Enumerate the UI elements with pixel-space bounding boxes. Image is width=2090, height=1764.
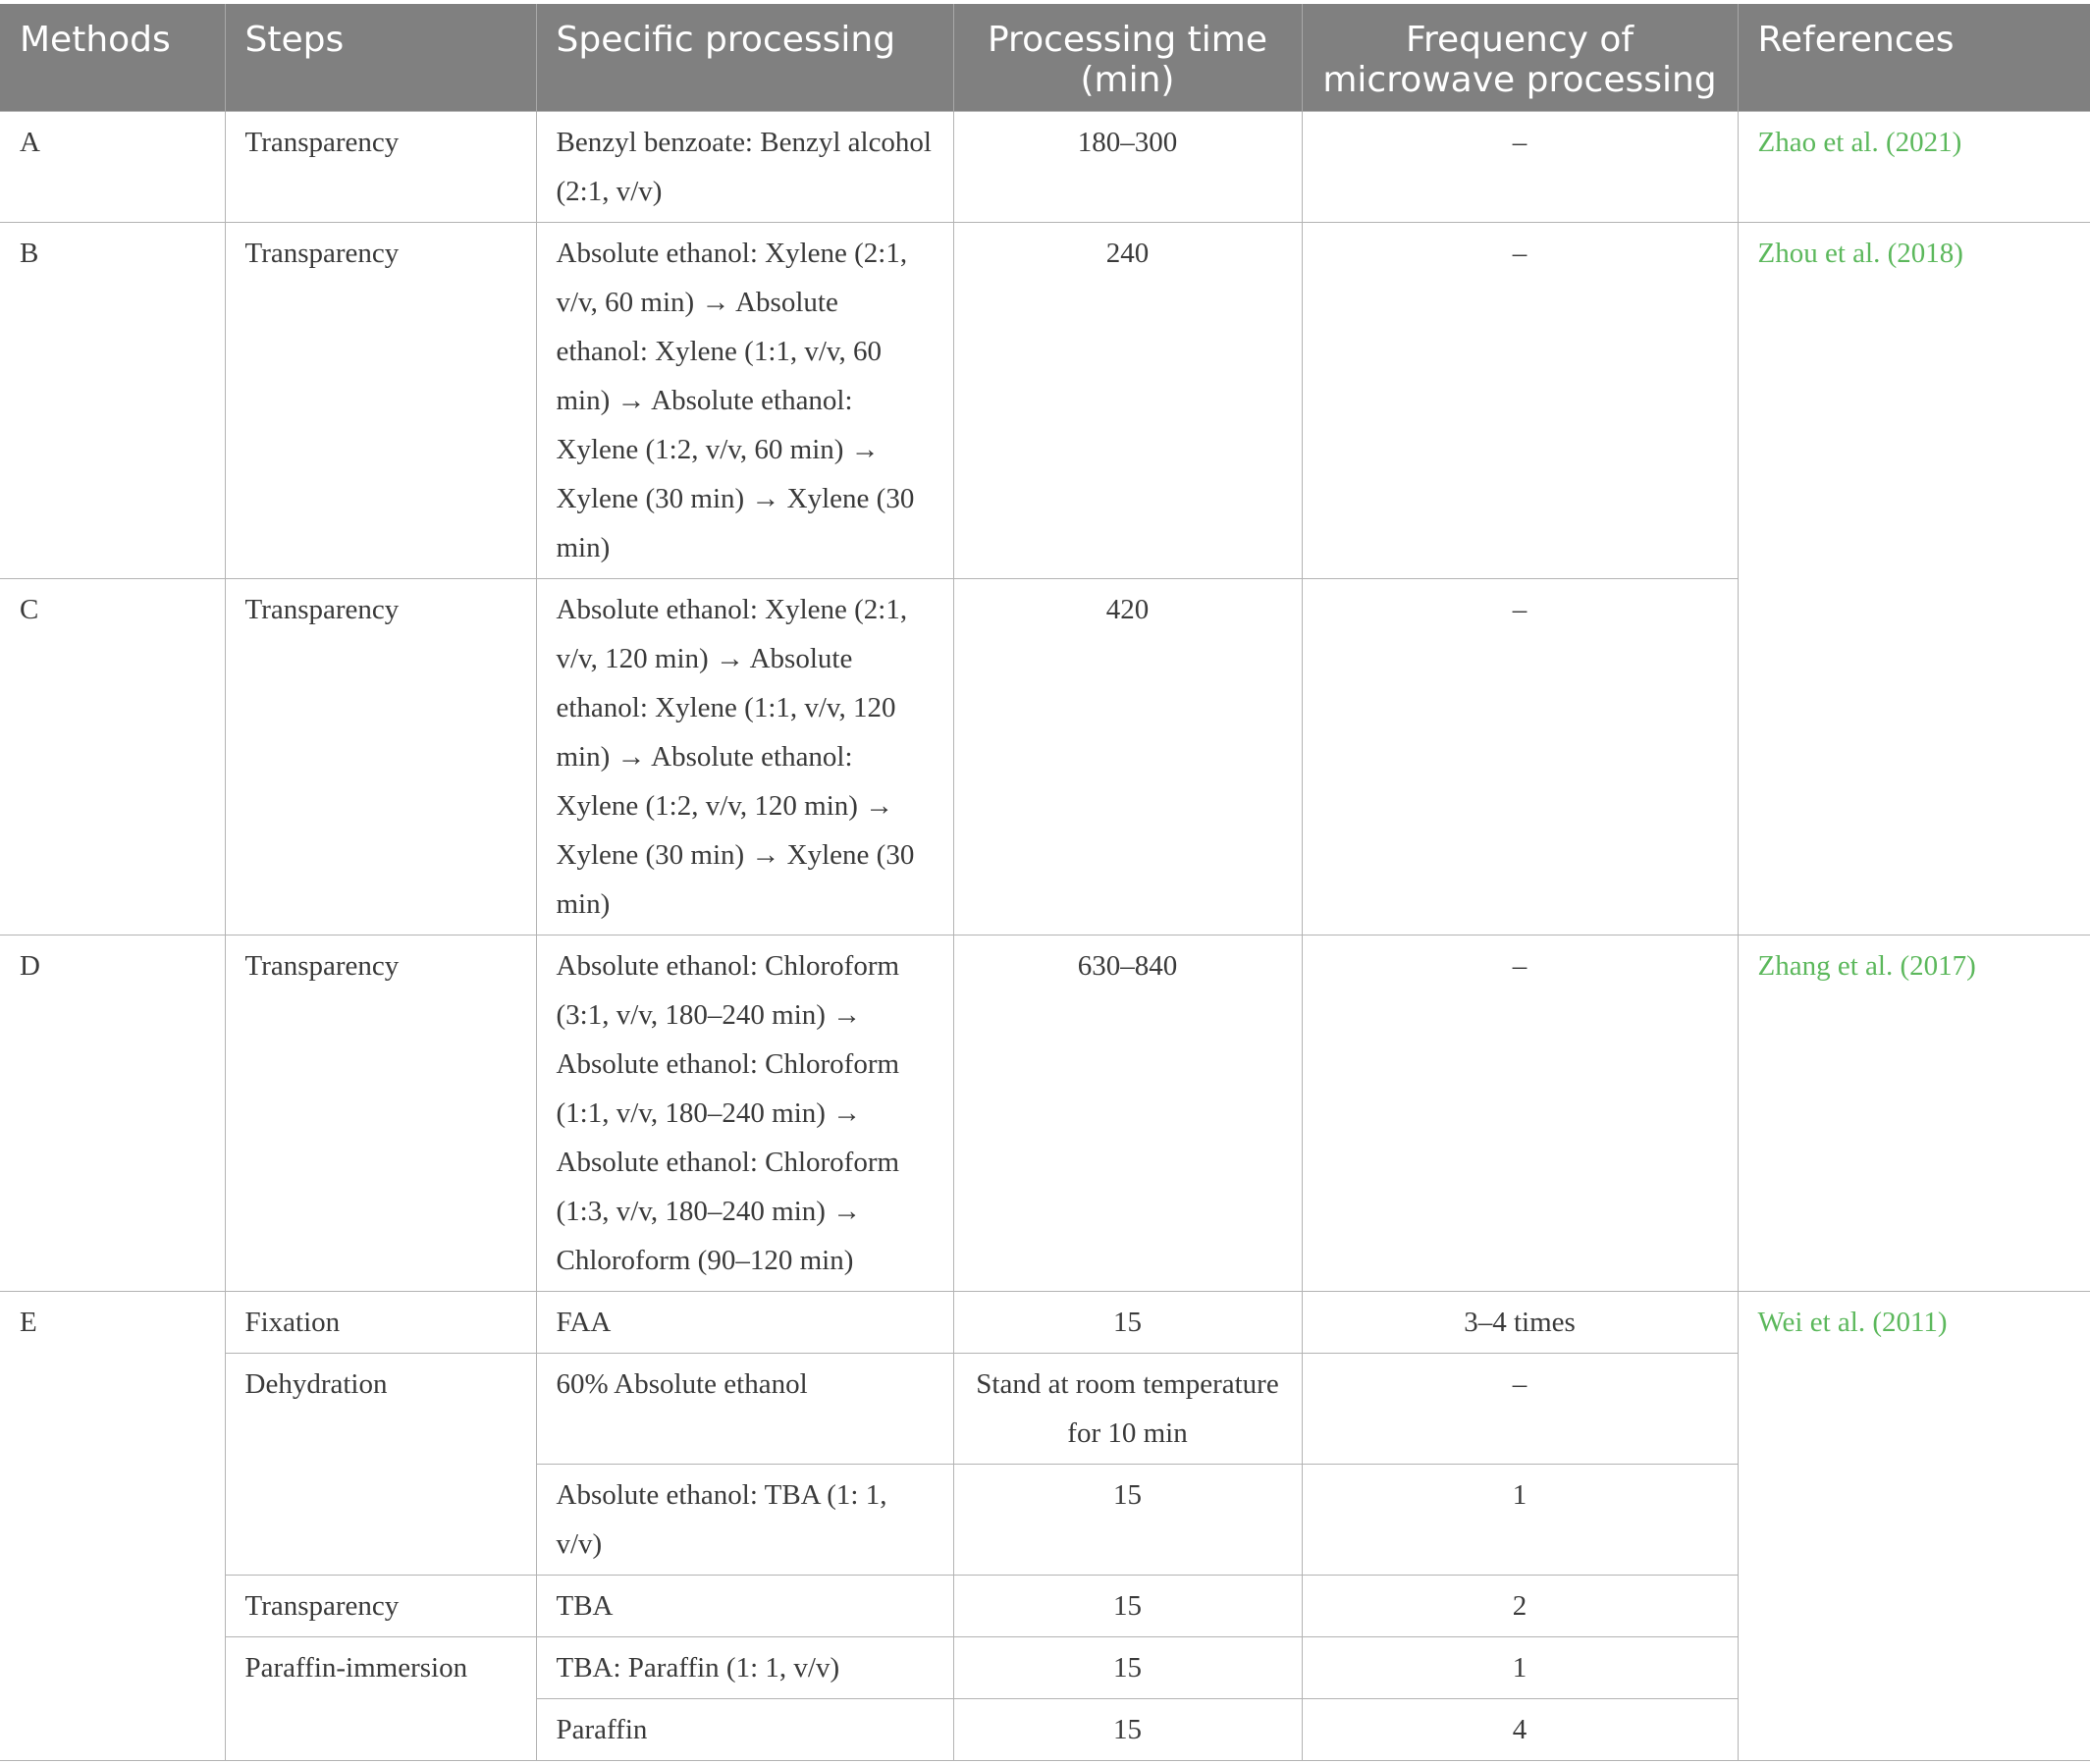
time-cell: 15 (953, 1291, 1302, 1353)
time-cell: 15 (953, 1575, 1302, 1636)
header-methods: Methods (0, 4, 225, 111)
specific-cell: Absolute ethanol: Chloroform (3:1, v/v, 180–240 min) → Absolute ethanol: Chloroform (1:1, v/v, 180–240 min) → Absolute ethanol: Chloroform (1:3, v/v, 180–240 min) → Chloroform (90–120 min) (536, 935, 953, 1291)
table-header-row (0, 4, 2090, 111)
specific-cell: TBA: Paraffin (1: 1, v/v) (536, 1636, 953, 1698)
step-cell: Dehydration (225, 1353, 536, 1575)
reference-link[interactable]: Zhou et al. (2018) (1738, 222, 2090, 935)
specific-cell: Absolute ethanol: Xylene (2:1, v/v, 120 min) → Absolute ethanol: Xylene (1:1, v/v, 120 min) → Absolute ethanol: Xylene (1:2, v/v, 120 min) → Xylene (30 min) → Xylene (30 min) (536, 578, 953, 935)
time-cell: 180–300 (953, 111, 1302, 222)
frequency-cell: – (1302, 111, 1738, 222)
frequency-cell: – (1302, 222, 1738, 578)
header-references: References (1738, 4, 2090, 111)
reference-link[interactable]: Wei et al. (2011) (1738, 1291, 2090, 1760)
table-row (0, 111, 2090, 222)
header-specific-processing: Specific processing (536, 4, 953, 111)
time-cell: 15 (953, 1464, 1302, 1575)
method-cell: C (0, 578, 225, 935)
frequency-cell: – (1302, 578, 1738, 935)
time-cell: 420 (953, 578, 1302, 935)
frequency-cell: 4 (1302, 1698, 1738, 1760)
frequency-cell: – (1302, 935, 1738, 1291)
step-cell: Transparency (225, 935, 536, 1291)
specific-cell: Paraffin (536, 1698, 953, 1760)
step-cell: Transparency (225, 1575, 536, 1636)
reference-link[interactable]: Zhao et al. (2021) (1738, 111, 2090, 222)
frequency-cell: 1 (1302, 1636, 1738, 1698)
frequency-cell: 2 (1302, 1575, 1738, 1636)
time-cell: 15 (953, 1698, 1302, 1760)
reference-link[interactable]: Zhang et al. (2017) (1738, 935, 2090, 1291)
frequency-cell: – (1302, 1353, 1738, 1464)
header-processing-time: Processing time (min) (953, 4, 1302, 111)
time-cell: 630–840 (953, 935, 1302, 1291)
specific-cell: Benzyl benzoate: Benzyl alcohol (2:1, v/v) (536, 111, 953, 222)
step-cell: Transparency (225, 222, 536, 578)
specific-cell: Absolute ethanol: TBA (1: 1, v/v) (536, 1464, 953, 1575)
methods-table (0, 4, 2090, 1761)
table-row (0, 935, 2090, 1291)
specific-cell: 60% Absolute ethanol (536, 1353, 953, 1464)
method-cell: E (0, 1291, 225, 1760)
specific-cell: FAA (536, 1291, 953, 1353)
time-cell: 240 (953, 222, 1302, 578)
header-frequency: Frequency of microwave processing (1302, 4, 1738, 111)
frequency-cell: 1 (1302, 1464, 1738, 1575)
step-cell: Paraffin-immersion (225, 1636, 536, 1760)
step-cell: Transparency (225, 111, 536, 222)
time-cell: Stand at room temperature for 10 min (953, 1353, 1302, 1464)
specific-cell: TBA (536, 1575, 953, 1636)
time-cell: 15 (953, 1636, 1302, 1698)
method-cell: B (0, 222, 225, 578)
header-steps: Steps (225, 4, 536, 111)
method-cell: D (0, 935, 225, 1291)
specific-cell: Absolute ethanol: Xylene (2:1, v/v, 60 min) → Absolute ethanol: Xylene (1:1, v/v, 60 min) → Absolute ethanol: Xylene (1:2, v/v, 60 min) → Xylene (30 min) → Xylene (30 min) (536, 222, 953, 578)
step-cell: Transparency (225, 578, 536, 935)
method-cell: A (0, 111, 225, 222)
table-row (0, 222, 2090, 578)
step-cell: Fixation (225, 1291, 536, 1353)
table-row (0, 1291, 2090, 1353)
frequency-cell: 3–4 times (1302, 1291, 1738, 1353)
